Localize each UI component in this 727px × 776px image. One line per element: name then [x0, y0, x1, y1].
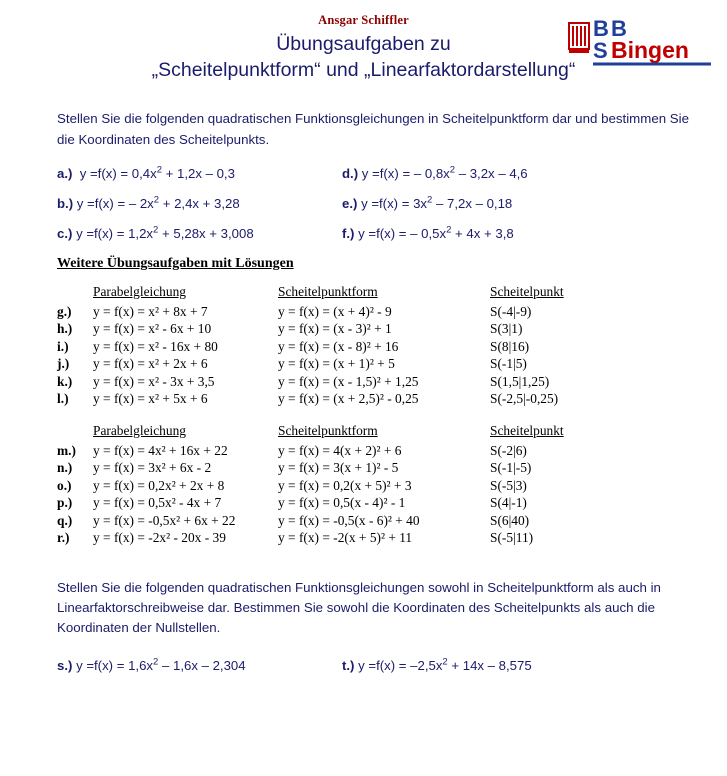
row-scheitelform: y = f(x) = -2(x + 5)² + 11 — [278, 530, 413, 546]
row-label: o.) — [57, 477, 72, 493]
row-scheitelpunkt: S(-5|3) — [490, 477, 527, 493]
intro-line-2: bestimmen Sie die Koordinaten des Scheitelpunkts. — [57, 111, 690, 147]
row-parabel: y = f(x) = x² - 6x + 10 — [93, 321, 212, 337]
exercise-s — [57, 658, 342, 673]
row-scheitelform: y = f(x) = 4(x + 2)² + 6 — [278, 442, 402, 458]
table-header-parabel: Parabelgleichung — [93, 422, 186, 438]
exercise-s-text-pre: y =f(x) = 1,6x — [76, 658, 154, 674]
exercise-s-text-post: – 1,6x – 2,304 — [158, 658, 246, 674]
intro-line-1: Stellen Sie die folgenden quadratischen Funktionsgleichungen in Scheitelpunktform dar und — [57, 111, 598, 127]
row-scheitelform: y = f(x) = 0,5(x - 4)² - 1 — [278, 495, 406, 511]
row-parabel: y = f(x) = -0,5x² + 6x + 22 — [93, 512, 236, 528]
row-parabel: y = f(x) = 4x² + 16x + 22 — [93, 442, 228, 458]
page-title-line-1: Übungsaufgaben zu — [276, 33, 451, 55]
table-row — [57, 304, 610, 322]
exercise-f — [342, 226, 627, 241]
row-label: r.) — [57, 530, 70, 546]
exercise-s-exponent: 2 — [153, 657, 159, 669]
table-header-blank — [57, 423, 93, 443]
exercise-c-text-post: + 5,28x + 3,008 — [158, 225, 254, 241]
intro-paragraph — [57, 109, 707, 149]
table-row — [57, 478, 610, 496]
exercise-c — [57, 226, 342, 241]
table-header-scheitelpunkt: Scheitelpunkt — [490, 422, 564, 438]
row-scheitelform: y = f(x) = (x - 1,5)² + 1,25 — [278, 373, 419, 389]
row-scheitelform: y = f(x) = (x - 3)² + 1 — [278, 321, 392, 337]
row-scheitelform: y = f(x) = (x - 8)² + 16 — [278, 338, 399, 354]
table-row — [57, 460, 610, 478]
row-label: g.) — [57, 303, 72, 319]
exercise-b — [57, 196, 342, 211]
row-scheitelpunkt: S(6|40) — [490, 512, 530, 528]
bottom-intro-line-1: Stellen Sie die folgenden quadratischen Funktionsgleichungen sowohl in Scheitelpunktform — [57, 579, 594, 595]
table-header-scheitelpunkt: Scheitelpunkt — [490, 283, 564, 299]
exercise-d-text-pre: y =f(x) = – 0,8x — [361, 165, 450, 181]
table-header-parabel: Parabelgleichung — [93, 283, 186, 299]
table-row — [57, 530, 610, 548]
row-scheitelpunkt: S(-1|-5) — [490, 460, 532, 476]
author-line: Ansgar Schiffler — [318, 13, 409, 27]
exercise-a-text-post: + 1,2x – 0,3 — [161, 165, 235, 181]
svg-text:B: B — [611, 16, 627, 41]
table-header-row — [57, 284, 610, 304]
row-scheitelpunkt: S(-2|6) — [490, 442, 527, 458]
row-scheitelpunkt: S(-1|5) — [490, 356, 527, 372]
table-header-row — [57, 423, 610, 443]
exercise-e-label: e.) — [342, 195, 358, 211]
page-title-line-2: „Scheitelpunktform“ und „Linearfaktordarstellung“ — [151, 58, 576, 81]
row-parabel: y = f(x) = x² - 16x + 80 — [93, 338, 218, 354]
row-parabel: y = f(x) = x² + 8x + 7 — [93, 303, 208, 319]
table-row — [57, 339, 610, 357]
row-scheitelpunkt: S(4|-1) — [490, 495, 527, 511]
row-label: k.) — [57, 373, 73, 389]
bbs-bingen-logo — [567, 14, 713, 76]
row-scheitelform: y = f(x) = -0,5(x - 6)² + 40 — [278, 512, 420, 528]
table-header-scheitelpunktform: Scheitelpunktform — [278, 422, 378, 438]
exercise-c-label: c.) — [57, 225, 73, 241]
row-parabel: y = f(x) = x² + 5x + 6 — [93, 391, 208, 407]
bottom-intro-paragraph — [57, 578, 705, 639]
row-label: l.) — [57, 391, 69, 407]
exercise-t-exponent: 2 — [442, 657, 448, 669]
svg-text:S: S — [593, 38, 608, 63]
exercise-e-exponent: 2 — [427, 194, 433, 206]
row-label: p.) — [57, 495, 73, 511]
row-scheitelpunkt: S(1,5|1,25) — [490, 373, 550, 389]
row-scheitelform: y = f(x) = (x + 1)² + 5 — [278, 356, 395, 372]
svg-text:B: B — [593, 16, 609, 41]
solutions-table-2 — [57, 423, 610, 548]
exercise-f-label: f.) — [342, 225, 355, 241]
exercise-a-text-pre: y =f(x) = 0,4x — [79, 165, 157, 181]
exercise-t — [342, 658, 627, 673]
exercise-f-text-pre: y =f(x) = – 0,5x — [358, 225, 447, 241]
exercise-b-label: b.) — [57, 195, 74, 211]
row-parabel: y = f(x) = 0,2x² + 2x + 8 — [93, 477, 225, 493]
exercise-t-text-post: + 14x – 8,575 — [447, 658, 532, 674]
table-row — [57, 495, 610, 513]
exercise-a-exponent: 2 — [156, 164, 162, 176]
exercise-b-text-post: + 2,4x + 3,28 — [159, 195, 240, 211]
row-label: i.) — [57, 338, 69, 354]
svg-text:Bingen: Bingen — [611, 37, 689, 63]
table-row — [57, 443, 610, 461]
row-parabel: y = f(x) = 3x² + 6x - 2 — [93, 460, 212, 476]
exercise-f-exponent: 2 — [446, 224, 452, 236]
exercise-row — [57, 226, 727, 241]
table-row — [57, 513, 610, 531]
table-row — [57, 356, 610, 374]
row-label: q.) — [57, 512, 73, 528]
bottom-intro-line-2: als auch in Linearfaktorschreibweise dar. Bestimmen Sie sowohl die Koordinaten des — [57, 579, 661, 616]
row-scheitelpunkt: S(-5|11) — [490, 530, 534, 546]
exercise-a — [57, 166, 342, 181]
row-parabel: y = f(x) = x² + 2x + 6 — [93, 356, 208, 372]
row-label: n.) — [57, 460, 73, 476]
exercise-d — [342, 166, 627, 181]
row-label: h.) — [57, 321, 73, 337]
exercise-f-text-post: + 4x + 3,8 — [451, 225, 514, 241]
row-scheitelform: y = f(x) = 0,2(x + 5)² + 3 — [278, 477, 412, 493]
table-header-scheitelpunktform: Scheitelpunktform — [278, 283, 378, 299]
row-parabel: y = f(x) = x² - 3x + 3,5 — [93, 373, 215, 389]
solutions-table-1 — [57, 284, 610, 409]
exercise-t-text-pre: y =f(x) = –2,5x — [358, 658, 443, 674]
bottom-intro-line-3: Scheitelpunkts als auch die Koordinaten der Nullstellen. — [57, 600, 655, 636]
row-label: j.) — [57, 356, 70, 372]
exercise-s-label: s.) — [57, 658, 73, 674]
row-scheitelpunkt: S(8|16) — [490, 338, 530, 354]
exercise-b-text-pre: y =f(x) = – 2x — [76, 195, 154, 211]
table-row — [57, 321, 610, 339]
exercise-e — [342, 196, 627, 211]
exercise-t-label: t.) — [342, 658, 355, 674]
row-scheitelpunkt: S(3|1) — [490, 321, 523, 337]
exercise-d-text-post: – 3,2x – 4,6 — [455, 165, 528, 181]
table-header-blank — [57, 284, 93, 304]
exercise-list-bottom — [57, 658, 727, 673]
section-subheading: Weitere Übungsaufgaben mit Lösungen — [57, 255, 294, 271]
row-scheitelpunkt: S(-4|-9) — [490, 303, 532, 319]
exercise-e-text-pre: y =f(x) = 3x — [361, 195, 428, 211]
row-label: m.) — [57, 442, 76, 458]
table-row — [57, 391, 610, 409]
exercise-d-label: d.) — [342, 165, 359, 181]
row-parabel: y = f(x) = 0,5x² - 4x + 7 — [93, 495, 222, 511]
row-scheitelform: y = f(x) = (x + 4)² - 9 — [278, 303, 392, 319]
exercise-c-text-pre: y =f(x) = 1,2x — [76, 225, 154, 241]
row-parabel: y = f(x) = -2x² - 20x - 39 — [93, 530, 226, 546]
row-scheitelform: y = f(x) = 3(x + 1)² - 5 — [278, 460, 399, 476]
row-scheitelform: y = f(x) = (x + 2,5)² - 0,25 — [278, 391, 419, 407]
exercise-row — [57, 196, 727, 211]
exercise-row — [57, 166, 727, 181]
exercise-b-exponent: 2 — [153, 194, 160, 206]
exercise-list-top — [57, 166, 727, 241]
exercise-e-text-post: – 7,2x – 0,18 — [432, 195, 513, 211]
exercise-c-exponent: 2 — [153, 224, 159, 236]
row-scheitelpunkt: S(-2,5|-0,25) — [490, 391, 559, 407]
table-row — [57, 374, 610, 392]
exercise-a-label: a.) — [57, 165, 73, 181]
exercise-d-exponent: 2 — [449, 164, 456, 176]
